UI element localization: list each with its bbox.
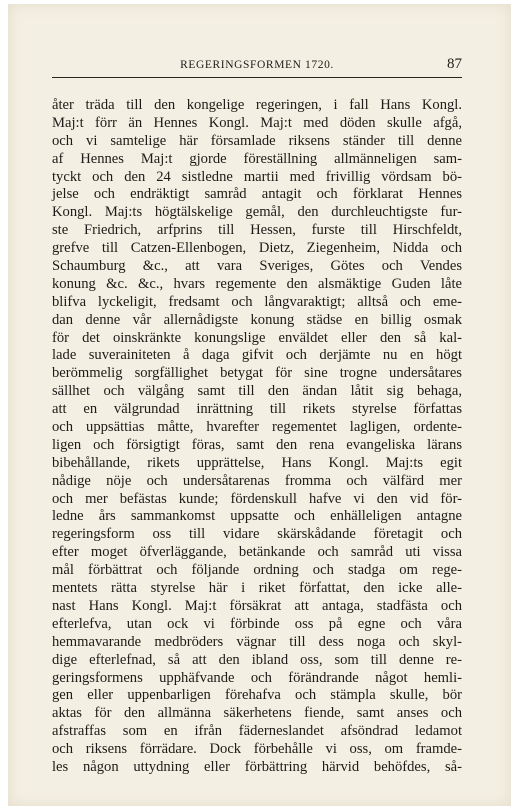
text-line: berömmelig sorgfällighet betygat för sine trogne undersåtares bbox=[52, 365, 462, 382]
text-line: hemmavarande medbröders vägnar till dess noga och skyl- bbox=[52, 633, 462, 650]
text-line: Kongl. Maj:ts högtälskelige gemål, den durchleuchtigste fur- bbox=[52, 204, 462, 221]
text-line: regeringsform oss till vidare skärskådande företagit och bbox=[52, 526, 462, 543]
text-line: ligen och försigtigt föras, samt den rena evangeliska lärans bbox=[52, 436, 462, 453]
running-head bbox=[52, 56, 462, 76]
text-line: grefve till Catzen-Ellenbogen, Dietz, Ziegenheim, Nidda och bbox=[52, 240, 462, 257]
text-line: nast Hans Kongl. Maj:t försäkrat att antaga, stadfästa och bbox=[52, 597, 462, 614]
text-line: lade suverainiteten å daga gifvit och derjämte nu en högt bbox=[52, 347, 462, 364]
text-line: bibehållande, rikets upprättelse, Hans Kongl. Maj:ts egit bbox=[52, 454, 462, 471]
text-line: afstraffas som en ifrån fäderneslandet afsöndrad ledamot bbox=[52, 723, 462, 740]
text-line: aktas för den allmänna säkerhetens fiende, samt anses och bbox=[52, 705, 462, 722]
text-line: Schaumburg &c., att vara Sveriges, Götes och Vendes bbox=[52, 258, 462, 275]
text-line: blifva lyckeligit, fredsamt och långvaraktigt; alltså och eme- bbox=[52, 293, 462, 310]
text-line: dige efterlefnad, så att den ibland oss, som till denne re- bbox=[52, 651, 462, 668]
page-number: 87 bbox=[447, 56, 462, 72]
text-line: sällhet och välgång samt till den ändan låtit sig behaga, bbox=[52, 383, 462, 400]
text-line: af Hennes Maj:t gjorde föreställning allmänneligen sam- bbox=[52, 150, 462, 167]
text-line: och mer befästas kunde; fördenskull hafve vi den vid för- bbox=[52, 490, 462, 507]
header-rule bbox=[52, 77, 462, 78]
text-line: jelse och endräktigt samråd antagit och förklarat Hennes bbox=[52, 186, 462, 203]
text-line: nådige nöje och undersåtarenas fromma och välfärd mer bbox=[52, 472, 462, 489]
text-line: och vi samtelige här församlade riksens ständer till denne bbox=[52, 132, 462, 149]
text-line: Maj:t förr än Hennes Kongl. Maj:t med döden skulle afgå, bbox=[52, 114, 462, 131]
text-line: tyckt och den 24 sistledne martii med frivillig vördsam bö- bbox=[52, 168, 462, 185]
text-line: och uppsättias måtte, hvarefter regementet lagligen, ordente- bbox=[52, 419, 462, 436]
text-line: åter träda till den kongelige regeringen, i fall Hans Kongl. bbox=[52, 97, 462, 113]
text-line: les någon uttydning eller förbättring härvid behöfdes, så- bbox=[52, 758, 462, 775]
text-line: och riksens förrädare. Dock förbehålle vi oss, om framde- bbox=[52, 741, 462, 758]
text-line: geringsformens upphäfvande och förändrande något hemli- bbox=[52, 669, 462, 686]
text-line: ste Friedrich, arfprins till Hessen, furste till Hirschfeldt, bbox=[52, 222, 462, 239]
text-line: dan denne vår allernådigste konung städse en billig osmak bbox=[52, 311, 462, 328]
text-line: gen eller uppenbarligen förehafva och stämpla skulle, bör bbox=[52, 687, 462, 704]
text-line: mål förbättrat och följande ordning och stadga om rege- bbox=[52, 562, 462, 579]
text-line: ledne års sammankomst uppsatte och enhälleligen antagne bbox=[52, 508, 462, 525]
text-line: efterlefva, utan ock vi förbinde oss på egne och våra bbox=[52, 615, 462, 632]
body-text bbox=[52, 97, 462, 777]
text-line: konung &c. &c., hvars regemente den alsmäktige Guden låte bbox=[52, 275, 462, 292]
text-line: efter moget öfverläggande, betänkande och samråd uti vissa bbox=[52, 544, 462, 561]
text-line: att en välgrundad inrättning till rikets styrelse författas bbox=[52, 401, 462, 418]
book-page bbox=[8, 4, 511, 806]
running-title: REGERINGSFORMEN 1720. bbox=[180, 59, 334, 71]
text-line: för det oinskränkte konungslige enväldet eller den så kal- bbox=[52, 329, 462, 346]
text-line: mentets rätta styrelse här i riket författat, den icke alle- bbox=[52, 580, 462, 597]
